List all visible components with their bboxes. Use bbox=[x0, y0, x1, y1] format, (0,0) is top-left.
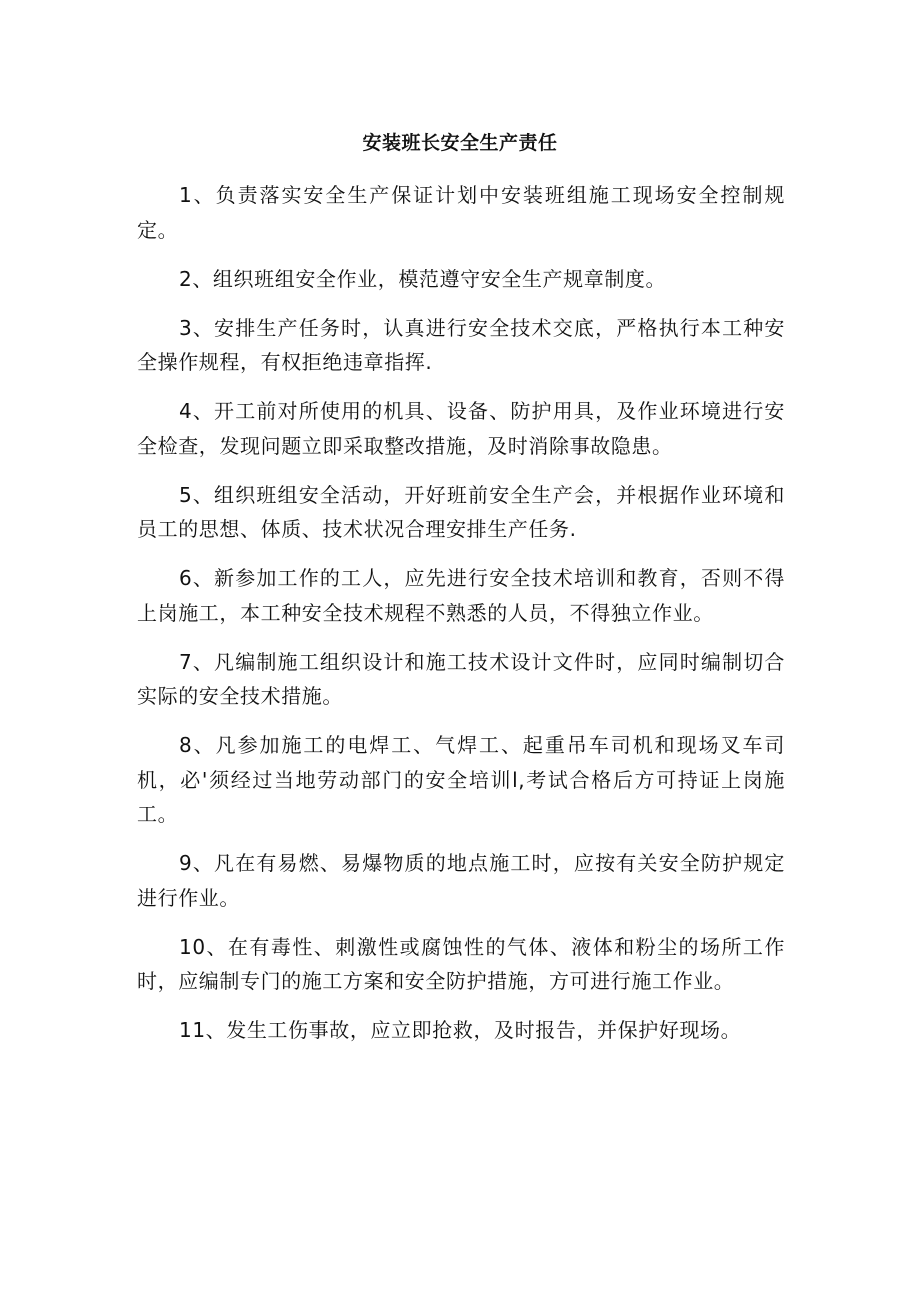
paragraph-1: 1、负责落实安全生产保证计划中安装班组施工现场安全控制规定。 bbox=[137, 183, 785, 242]
document-body bbox=[137, 178, 785, 1062]
paragraph-3: 3、安排生产任务时，认真进行安全技术交底，严格执行本工种安全操作规程，有权拒绝违章指挥. bbox=[137, 315, 785, 374]
paragraph-11: 11、发生工伤事故，应立即抢救，及时报告，并保护好现场。 bbox=[179, 1018, 742, 1042]
paragraph-6: 6、新参加工作的工人，应先进行安全技术培训和教育，否则不得上岗施工，本工种安全技术规程不熟悉的人员，不得独立作业。 bbox=[137, 566, 785, 625]
paragraph-9: 9、凡在有易燃、易爆物质的地点施工时，应按有关安全防护规定进行作业。 bbox=[137, 851, 785, 910]
paragraph-4: 4、开工前对所使用的机具、设备、防护用具，及作业环境进行安全检查，发现问题立即采取整改措施，及时消除事故隐患。 bbox=[137, 399, 785, 458]
paragraph-10: 10、在有毒性、刺激性或腐蚀性的气体、液体和粉尘的场所工作时，应编制专门的施工方案和安全防护措施，方可进行施工作业。 bbox=[137, 934, 785, 993]
document-title: 安装班长安全生产责任 bbox=[362, 132, 558, 154]
paragraph-7: 7、凡编制施工组织设计和施工技术设计文件时，应同时编制切合实际的安全技术措施。 bbox=[137, 649, 785, 708]
paragraph-2: 2、组织班组安全作业，模范遵守安全生产规章制度。 bbox=[179, 266, 667, 291]
paragraph-8: 8、凡参加施工的电焊工、气焊工、起重吊车司机和现场叉车司机，必'须经过当地劳动部门的安全培训l,考试合格后方可持证上岗施工。 bbox=[137, 733, 785, 826]
paragraph-5: 5、组织班组安全活动，开好班前安全生产会，并根据作业环境和员工的思想、体质、技术状况合理安排生产任务. bbox=[137, 482, 785, 541]
